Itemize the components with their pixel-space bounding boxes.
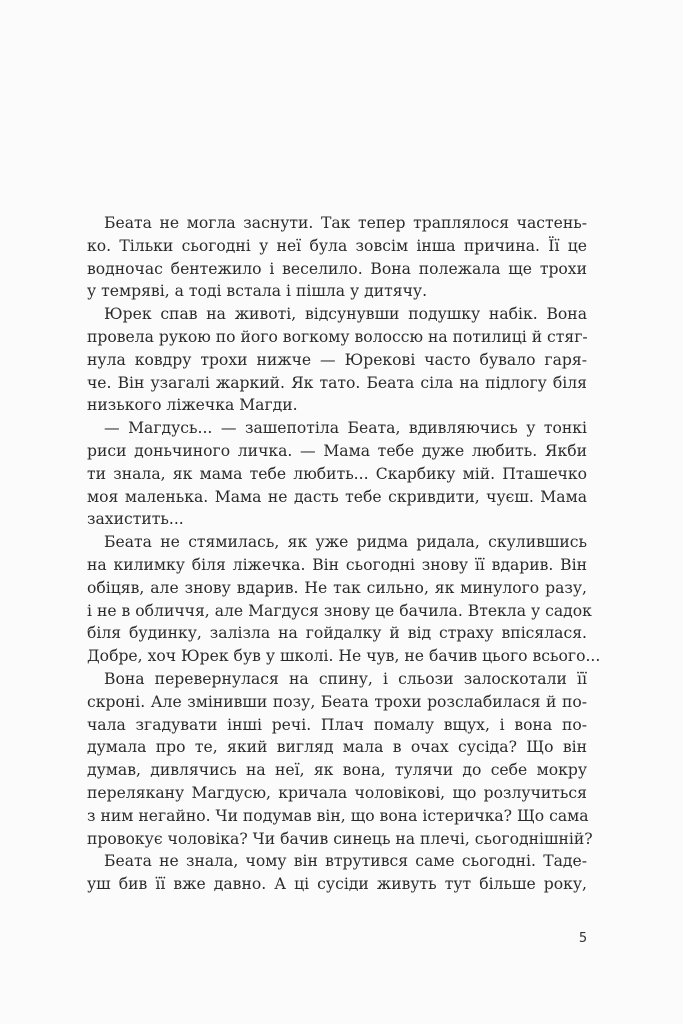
text-line: захистить... <box>87 510 184 529</box>
text-line: Юрек спав на животі, відсунувши подушку набік. Вона <box>104 305 587 324</box>
text-line: низького ліжечка Магди. <box>87 396 298 415</box>
text-line: перелякану Магдусю, кричала чоловікові, що розлучиться <box>87 783 587 802</box>
text-line: нула ковдру трохи нижче — Юрекові часто бувало гаря- <box>87 350 587 369</box>
text-line: ко. Тільки сьогодні у неї була зовсім інша причина. Її це <box>87 236 587 255</box>
text-line: риси доньчиного личка. — Мама тебе дуже любить. Якби <box>87 441 587 460</box>
text-line: біля будинку, залізла на гойдалку й від страху впісялася. <box>87 624 587 643</box>
text-line: че. Він узагалі жаркий. Як тато. Беата сіла на підлогу біля <box>87 373 587 392</box>
text-line: у темряві, а тоді встала і пішла у дитячу. <box>87 282 428 301</box>
text-line: Беата не знала, чому він втрутився саме сьогодні. Таде- <box>104 852 587 871</box>
text-line: уш бив її вже давно. А ці сусіди живуть тут більше року, <box>87 875 587 894</box>
text-line: провела рукою по його вогкому волоссю на потилиці й стяг- <box>87 327 588 346</box>
text-line: чала згадувати інші речі. Плач помалу вщух, і вона по- <box>87 715 587 734</box>
text-line: Беата не могла заснути. Так тепер траплялося частень- <box>104 214 587 232</box>
text-line: на килимку біля ліжечка. Він сьогодні знову її вдарив. Він <box>87 555 587 574</box>
body-text <box>87 212 601 896</box>
text-line: водночас бентежило і веселило. Вона полежала ще трохи <box>87 259 587 278</box>
text-line: ти знала, як мама тебе любить... Скарбику мій. Пташечко <box>87 464 587 483</box>
text-line: думала про те, який вигляд мала в очах сусіда? Що він <box>87 738 587 757</box>
text-line: з ним негайно. Чи подумав він, що вона істеричка? Що сама <box>87 806 589 825</box>
text-line: Вона перевернулася на спину, і сльози залоскотали її <box>104 669 587 688</box>
text-line: — Магдусь... — зашепотіла Беата, вдивляючись у тонкі <box>104 419 587 438</box>
text-line: обіцяв, але знову вдарив. Не так сильно, як минулого разу, <box>87 578 587 597</box>
text-line: думав, дивлячись на неї, як вона, тулячи до себе мокру <box>87 761 587 780</box>
text-line: і не в обличчя, але Магдуся знову це бачила. Втекла у садок <box>87 601 592 620</box>
text-line: скроні. Але змінивши позу, Беата трохи розслабилася й по- <box>87 692 587 711</box>
text-line: моя маленька. Мама не дасть тебе скривдити, чуєш. Мама <box>87 487 587 506</box>
text-line: провокує чоловіка? Чи бачив синець на плечі, сьогоднішній? <box>87 829 593 848</box>
page-number: 5 <box>578 931 588 946</box>
text-line: Добре, хоч Юрек був у школі. Не чув, не бачив цього всього... <box>87 647 601 666</box>
text-line: Беата не стямилась, як уже ридма ридала, скулившись <box>104 533 587 552</box>
